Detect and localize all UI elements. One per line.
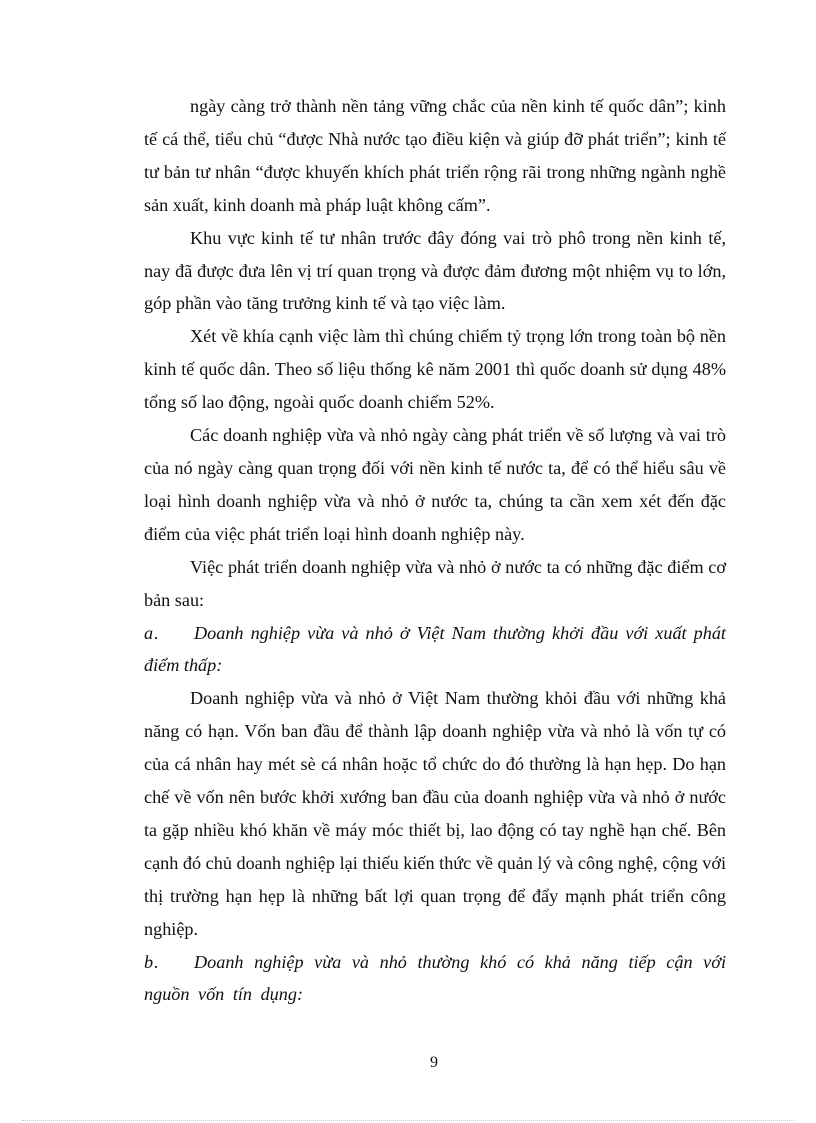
body-text bbox=[144, 90, 726, 1011]
paragraph-2: Khu vực kinh tế tư nhân trước đây đóng vai trò phô trong nền kinh tế, nay đã được đưa lên vị trí quan trọng và được đảm đương một nhiệm vụ to lớn, góp phần vào tăng trưởng kinh tế và tạo việc làm. bbox=[144, 227, 726, 314]
page-bottom-divider bbox=[22, 1120, 794, 1121]
paragraph-5: Việc phát triển doanh nghiệp vừa và nhỏ ở nước ta có những đặc điểm cơ bản sau: bbox=[144, 556, 726, 610]
paragraph-section-a: Doanh nghiệp vừa và nhỏ ở Việt Nam thường khỏi đầu với những khả năng có hạn. Vốn ban đầu để thành lập doanh nghiệp vừa và nhỏ là vốn tự có của cá nhân hay mét sè cá nhân hoặc tổ chức do đó thường là hạn hẹp. Do hạn chế về vốn nên bước khởi xướng ban đầu của doanh nghiệp vừa và nhỏ ở nước ta gặp nhiều khó khăn về máy móc thiết bị, lao động có tay nghề hạn chế. Bên cạnh đó chủ doanh nghiệp lại thiếu kiến thức về quản lý và công nghệ, cộng với thị trường hạn hẹp là những bất lợi quan trọng để đẩy mạnh phát triển công nghiệp. bbox=[144, 688, 726, 939]
paragraph-3: Xét về khía cạnh việc làm thì chúng chiếm tỷ trọng lớn trong toàn bộ nền kinh tế quốc dân. Theo số liệu thống kê năm 2001 thì quốc doanh sử dụng 48% tổng số lao động, ngoài quốc doanh chiếm 52%. bbox=[144, 326, 726, 413]
paragraph-1: ngày càng trở thành nền tảng vững chắc của nền kinh tế quốc dân”; kinh tế cá thể, tiểu chủ “được Nhà nước tạo điều kiện và giúp đỡ phát triển”; kinh tế tư bản tư nhân “được khuyến khích phát triển rộng rãi trong những ngành nghề sản xuất, kinh doanh mà pháp luật không cấm”. bbox=[144, 96, 726, 215]
section-heading-a-text: Doanh nghiệp vừa và nhỏ ở Việt Nam thường khởi đầu với xuất phát điểm thấp: bbox=[144, 622, 726, 676]
paragraph-4: Các doanh nghiệp vừa và nhỏ ngày càng phát triển về số lượng và vai trò của nó ngày càng quan trọng đối với nền kinh tế nước ta, để có thể hiểu sâu về loại hình doanh nghiệp vừa và nhỏ ở nước ta, chúng ta cần xem xét đến đặc điểm của việc phát triển loại hình doanh nghiệp này. bbox=[144, 425, 726, 544]
section-heading-b bbox=[144, 946, 726, 1012]
section-letter-a: a. bbox=[144, 622, 160, 643]
section-heading-a bbox=[144, 617, 726, 683]
section-heading-b-text: Doanh nghiệp vừa và nhỏ thường khó có khả năng tiếp cận với nguồn vốn tín dụng: bbox=[144, 951, 726, 1005]
page-number: 9 bbox=[430, 1054, 438, 1071]
section-letter-b: b. bbox=[144, 951, 160, 972]
